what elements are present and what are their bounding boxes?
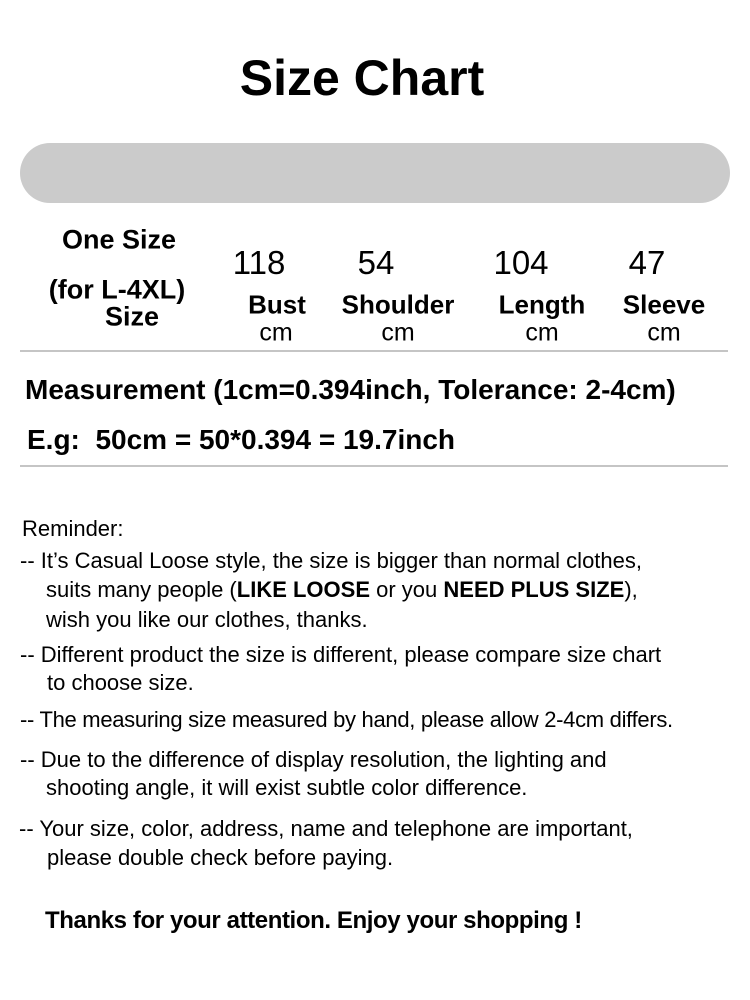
- cell-shoulder-value: 54: [357, 244, 395, 281]
- row-size-note: (for L-4XL): [48, 274, 186, 305]
- reminder-bullet-4-line-1: -- Due to the difference of display resolution, the lighting and: [20, 747, 607, 772]
- reminder-bullet-1-line-3: wish you like our clothes, thanks.: [46, 607, 368, 632]
- column-header-sleeve: Sleeve: [622, 289, 706, 320]
- column-header-sleeve-unit: cm: [647, 318, 681, 347]
- column-header-shoulder-unit: cm: [381, 318, 415, 347]
- cell-length-value: 104: [493, 244, 549, 281]
- measurement-example: E.g: 50cm = 50*0.394 = 19.7inch: [27, 424, 456, 455]
- bullet-1-text-segment: or you: [370, 577, 444, 602]
- cell-bust-value: 118: [232, 244, 286, 281]
- reminder-bullet-4-line-2: shooting angle, it will exist subtle color difference.: [46, 775, 528, 800]
- reminder-bullet-2-line-1: -- Different product the size is different, please compare size chart: [20, 642, 662, 667]
- reminder-bullet-2-line-2: to choose size.: [47, 670, 194, 695]
- column-header-size: Size: [104, 301, 160, 332]
- column-header-shoulder: Shoulder: [341, 289, 455, 320]
- reminder-bullet-5-line-1: -- Your size, color, address, name and telephone are important,: [19, 816, 633, 841]
- reminder-heading: Reminder:: [22, 516, 124, 541]
- divider-top: [20, 350, 728, 352]
- reminder-bullet-1-line-2: [46, 575, 638, 605]
- thanks-message: Thanks for your attention. Enjoy your shopping !: [45, 907, 582, 934]
- cell-sleeve-value: 47: [628, 244, 666, 281]
- bullet-1-bold-need-plus-size: NEED PLUS SIZE: [443, 577, 625, 602]
- column-header-bust: Bust: [248, 289, 306, 320]
- measurement-note: Measurement (1cm=0.394inch, Tolerance: 2-4cm): [25, 374, 676, 405]
- divider-bottom: [20, 465, 728, 467]
- page-title: Size Chart: [239, 50, 485, 106]
- reminder-bullet-5-line-2: please double check before paying.: [47, 845, 394, 870]
- bullet-1-bold-like-loose: LIKE LOOSE: [236, 577, 371, 602]
- column-header-length: Length: [498, 289, 586, 320]
- row-size-name: One Size: [61, 224, 177, 255]
- bullet-1-text-segment: ),: [624, 577, 638, 602]
- reminder-bullet-1-line-1: -- It’s Casual Loose style, the size is bigger than normal clothes,: [20, 548, 643, 573]
- column-header-bust-unit: cm: [259, 318, 293, 347]
- column-header-length-unit: cm: [525, 318, 559, 347]
- reminder-bullet-3: -- The measuring size measured by hand, please allow 2-4cm differs.: [20, 707, 673, 732]
- bullet-1-text-segment: suits many people (: [46, 577, 237, 602]
